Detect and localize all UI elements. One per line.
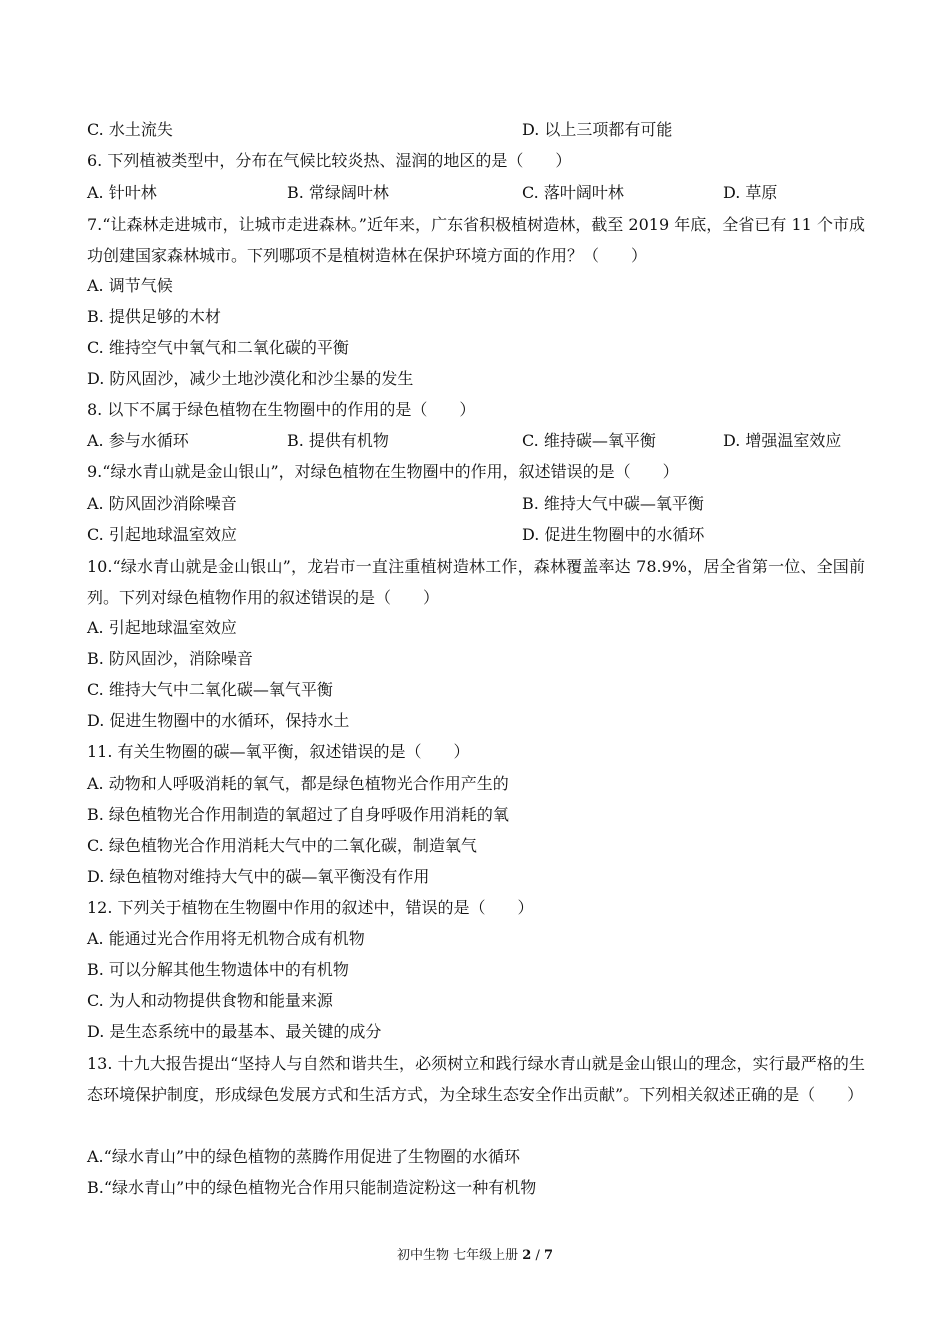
- q9-option-d: D. 促进生物圈中的水循环: [522, 525, 705, 544]
- q7-option-d: D. 防风固沙，减少土地沙漠化和沙尘暴的发生: [87, 369, 414, 388]
- page-footer: [0, 1244, 950, 1263]
- q5-option-c: C. 水土流失: [87, 120, 173, 139]
- q11-option-a: A. 动物和人呼吸消耗的氧气，都是绿色植物光合作用产生的: [87, 774, 509, 793]
- q6-stem: 6. 下列植被类型中，分布在气候比较炎热、湿润的地区的是（ ）: [87, 151, 572, 170]
- footer-label: 初中生物 七年级上册: [396, 1248, 519, 1263]
- q13-option-a: A.“绿水青山”中的绿色植物的蒸腾作用促进了生物圈的水循环: [87, 1147, 521, 1166]
- q9-option-a: A. 防风固沙消除噪音: [87, 494, 237, 513]
- q8-option-b: B. 提供有机物: [287, 431, 389, 450]
- q12-option-d: D. 是生态系统中的最基本、最关键的成分: [87, 1022, 382, 1041]
- q7-option-a: A. 调节气候: [87, 276, 173, 295]
- q10-option-c: C. 维持大气中二氧化碳—氧气平衡: [87, 680, 333, 699]
- q7-option-c: C. 维持空气中氧气和二氧化碳的平衡: [87, 338, 349, 357]
- q8-option-a: A. 参与水循环: [87, 431, 189, 450]
- q9-option-c: C. 引起地球温室效应: [87, 525, 237, 544]
- q7-stem: 7.“让森林走进城市，让城市走进森林。”近年来，广东省积极植树造林，截至 2019 年底，全省已有 11 个市成功创建国家森林城市。下列哪项不是植树造林在保护环境方面的作用？（ ）: [87, 215, 865, 265]
- q6-option-c: C. 落叶阔叶林: [522, 183, 624, 202]
- q8-option-c: C. 维持碳—氧平衡: [522, 431, 656, 450]
- footer-separator: /: [531, 1248, 544, 1263]
- q9-option-b: B. 维持大气中碳—氧平衡: [522, 494, 704, 513]
- footer-page-total: 7: [543, 1248, 554, 1263]
- q13-option-b: B.“绿水青山”中的绿色植物光合作用只能制造淀粉这一种有机物: [87, 1178, 537, 1197]
- q10-option-a: A. 引起地球温室效应: [87, 618, 237, 637]
- q6-option-a: A. 针叶林: [87, 183, 157, 202]
- q8-stem: 8. 以下不属于绿色植物在生物圈中的作用的是（ ）: [87, 400, 476, 419]
- q11-option-d: D. 绿色植物对维持大气中的碳—氧平衡没有作用: [87, 867, 430, 886]
- q10-option-d: D. 促进生物圈中的水循环，保持水土: [87, 711, 350, 730]
- q10-option-b: B. 防风固沙，消除噪音: [87, 649, 253, 668]
- q11-option-b: B. 绿色植物光合作用制造的氧超过了自身呼吸作用消耗的氧: [87, 805, 509, 824]
- q12-option-a: A. 能通过光合作用将无机物合成有机物: [87, 929, 365, 948]
- q12-option-b: B. 可以分解其他生物遗体中的有机物: [87, 960, 349, 979]
- footer-page-number: 2: [522, 1248, 532, 1263]
- q8-option-d: D. 增强温室效应: [723, 431, 842, 450]
- q9-stem: 9.“绿水青山就是金山银山”，对绿色植物在生物圈中的作用，叙述错误的是（ ）: [87, 462, 679, 481]
- q6-option-b: B. 常绿阔叶林: [287, 183, 389, 202]
- q12-stem: 12. 下列关于植物在生物圈中作用的叙述中，错误的是（ ）: [87, 898, 534, 917]
- q12-option-c: C. 为人和动物提供食物和能量来源: [87, 991, 333, 1010]
- q6-option-d: D. 草原: [723, 183, 778, 202]
- q7-option-b: B. 提供足够的木材: [87, 307, 221, 326]
- q11-option-c: C. 绿色植物光合作用消耗大气中的二氧化碳，制造氧气: [87, 836, 477, 855]
- q10-stem: 10.“绿水青山就是金山银山”，龙岩市一直注重植树造林工作，森林覆盖率达 78.9%，居全省第一位、全国前列。下列对绿色植物作用的叙述错误的是（ ）: [87, 557, 865, 607]
- q5-option-d: D. 以上三项都有可能: [522, 120, 673, 139]
- q11-stem: 11. 有关生物圈的碳—氧平衡，叙述错误的是（ ）: [87, 742, 470, 761]
- q13-stem: 13. 十九大报告提出“坚持人与自然和谐共生，必须树立和践行绿水青山就是金山银山的理念，实行最严格的生态环境保护制度，形成绿色发展方式和生活方式，为全球生态安全作出贡献”。下列相关叙述正确的是（ ）: [87, 1054, 865, 1104]
